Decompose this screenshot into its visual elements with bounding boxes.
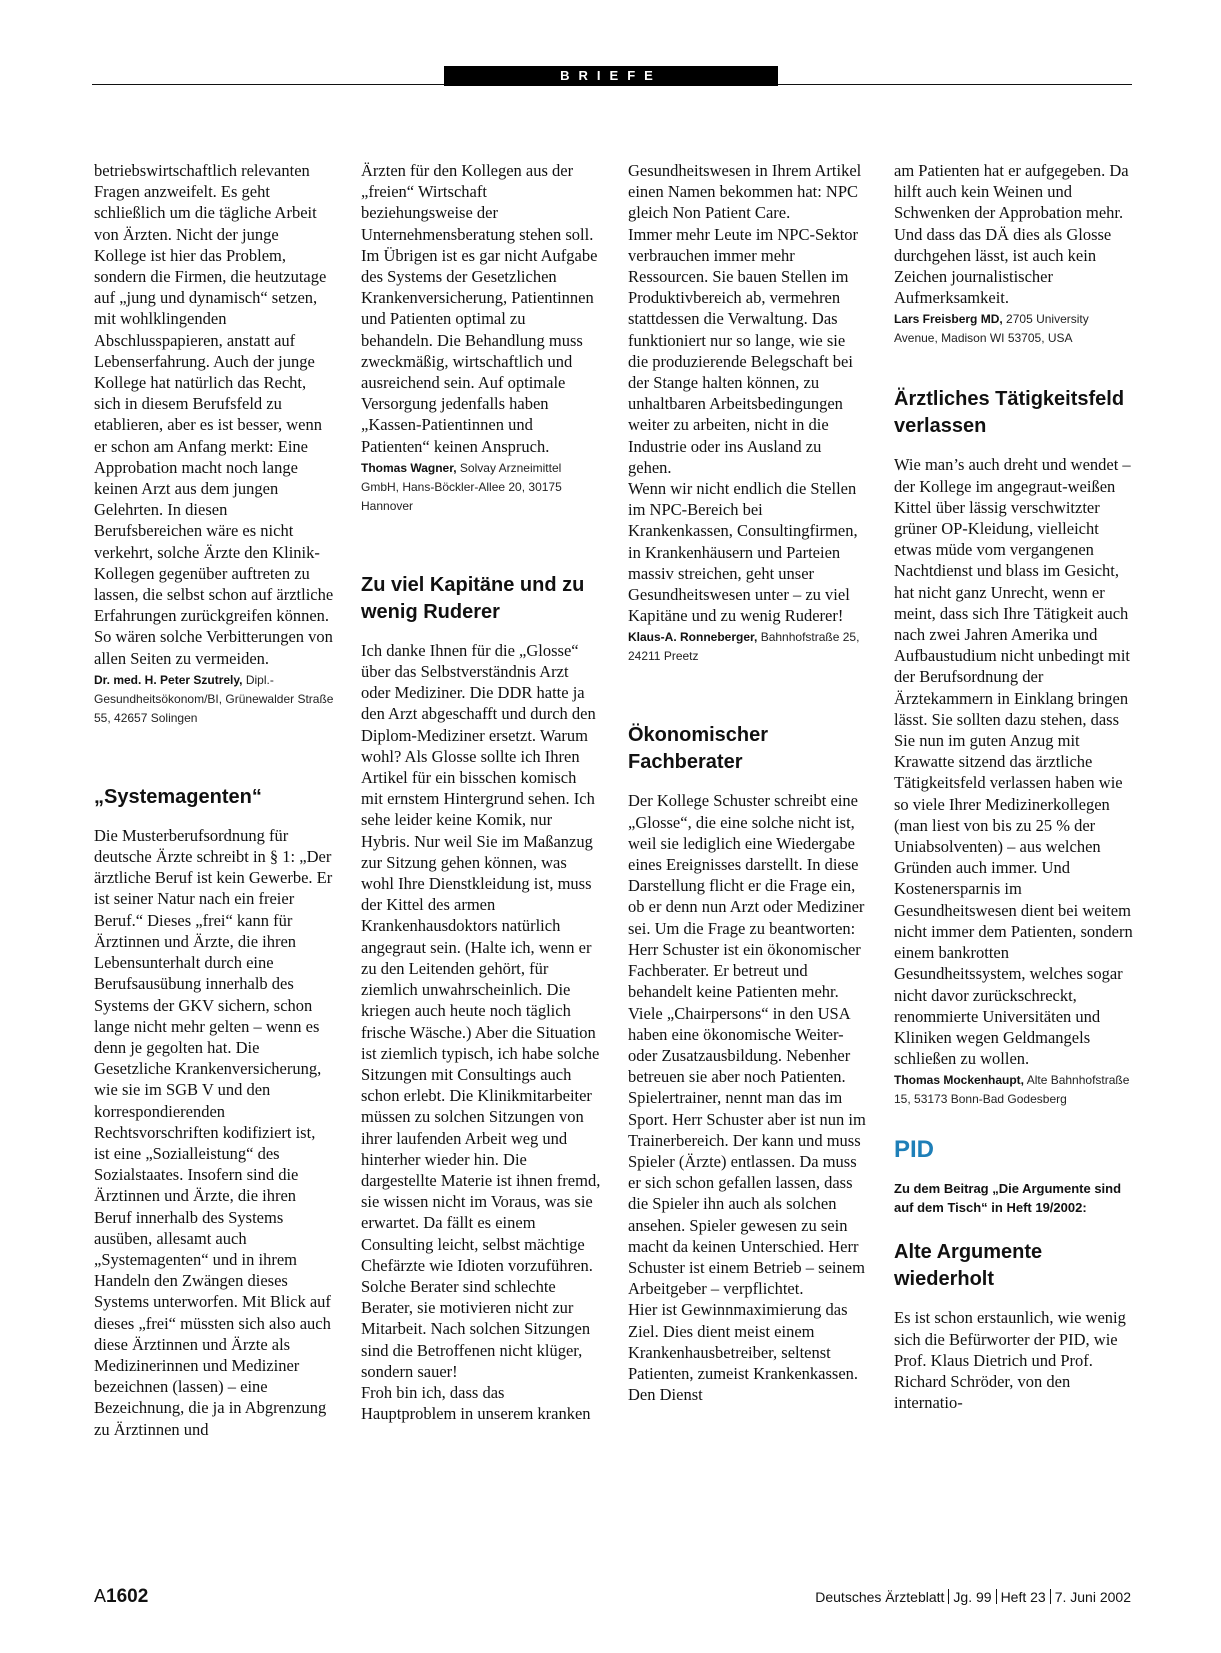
letter-signature (94, 671, 334, 728)
column-3 (628, 160, 868, 1405)
signature-name: Lars Freisberg MD, (894, 312, 1003, 327)
letter-body: Ich danke Ihnen für die „Glosse“ über das Selbstverständnis Arzt oder Mediziner. Die DDR hatte ja den Arzt abgeschafft und durch den Diplom-Mediziner ersetzt. Warum wohl? Als Glosse sollte ich Ihren Artikel für ein bisschen komisch mit ernstem Hintergrund sehen. Ich sehe leider keine Komik, nur Hybris. Nur weil Sie im Maßanzug zur Sitzung gehen können, was wohl Ihre Dienstkleidung ist, muss der Kittel des armen Krankenhausdoktors natürlich angegraut sein. (Halte ich, wenn er zu den Leitenden gehört, für ziemlich unwahrscheinlich. Die kriegen auch heute noch täglich frische Wäsche.) Aber die Situation ist ziemlich typisch, ich habe solche Sitzungen mit Consultings auch schon erlebt. Die Klinikmitarbeiter müssen zu solchen Sitzungen von ihrer laufenden Arbeit weg und hinterher wieder hin. Die dargestellte Materie ist ihnen fremd, sie wissen nicht im Voraus, was sie erwartet. Da fällt es einem Consulting leicht, selbst mächtige Chefärzte wie Idioten vorzuführen. Solche Berater sind schlechte Berater, sie motivieren nicht zur Mitarbeit. Nach solchen Sitzungen sind die Betroffenen nicht klüger, sondern sauer! (361, 640, 601, 1381)
column-1 (94, 160, 334, 1440)
letter-body: Es ist schon erstaunlich, wie wenig sich die Befürworter der PID, wie Prof. Klaus Dietrich und Prof. Richard Schröder, von den internatio- (894, 1308, 1126, 1413)
journal-date: 7. Juni 2002 (1054, 1589, 1131, 1605)
signature-name: Thomas Mockenhaupt, (894, 1073, 1025, 1088)
letter-body: am Patienten hat er aufgegeben. Da hilft auch kein Weinen und Schwenken der Approbation mehr. Und dass das DÄ dies als Glosse durchgehen lässt, ist auch kein Zeichen journalistischer Aufmerksamkeit. (894, 161, 1129, 308)
column-2 (361, 160, 601, 1424)
page-prefix: A (94, 1586, 107, 1606)
letter-body: Wie man’s auch dreht und wendet – der Kollege im angegraut-weißen Kittel über lässig verschwitzter grüner OP-Kleidung, vielleicht etwas müde vom vergangenen Nachtdienst und blass im Gesicht, hat nicht ganz Unrecht, wenn er meint, dass sich Ihre Tätigkeit auch nach zwei Jahren Amerika und Aufbaustudium nicht unbedingt mit der Berufsordnung der Ärztekammern in Einklang bringen lässt. Sie sollten dazu stehen, dass Sie nun im guten Anzug mit Krawatte sitzend das ärztliche Tätigkeitsfeld verlassen haben wie so viele Ihrer Medizinerkollegen (man liest von bis zu 25 % der Uniabsolventen) – aus welchen Gründen auch immer. Und Kostenersparnis im Gesundheitswesen dient bei weitem nicht immer dem Patienten, sondern einem bankrotten Gesundheitssystem, welches sogar nicht davor zurückschreckt, renommierte Universitäten und Kliniken wegen Geldmangels schließen zu wollen. (894, 455, 1133, 1069)
letter-body: Wenn wir nicht endlich die Stellen im NPC-Bereich bei Krankenkassen, Consultingfirmen, in Krankenhäusern und Parteien massiv streichen, geht unser Gesundheitswesen unter – zu viel Kapitäne und zu wenig Ruderer! (628, 479, 858, 626)
letter-body: Ärzten für den Kollegen aus der „freien“ Wirtschaft beziehungsweise der Unternehmensberatung stehen soll. Im Übrigen ist es gar nicht Aufgabe des Systems der Gesetzlichen Krankenversicherung, Patientinnen und Patienten optimal zu behandeln. Die Behandlung muss zweckmäßig, wirtschaftlich und ausreichend sein. Auf optimale Versorgung jedenfalls haben „Kassen-Patientinnen und Patienten“ keinen Anspruch. (361, 161, 598, 456)
signature-address: Dipl.-Gesundheitsökonom/BI, Grünewalder Straße 55, 42657 Solingen (94, 672, 334, 725)
letter-heading: Zu viel Kapitäne und zu wenig Ruderer (361, 573, 585, 623)
signature-name: Klaus-A. Ronneberger, (628, 630, 758, 645)
page-number (94, 1586, 148, 1608)
letter-body: betriebswirtschaftlich relevanten Fragen anzweifelt. Es geht schließlich um die tägliche Arbeit von Ärzten. Nicht der junge Kollege ist hier das Problem, sondern die Firmen, die heutzutage auf „jung und dynamisch“ setzen, mit wohlklingenden Abschlusspapieren, anstatt auf Lebenserfahrung. Auch der junge Kollege hat natürlich das Recht, sich in diesem Berufsfeld zu etablieren, aber es ist besser, wenn er schon am Anfang merkt: Eine Approbation macht noch lange keinen Arzt aus dem jungen Gelehrten. In diesen Berufsbereichen wäre es nicht verkehrt, solche Ärzte den Klinik-Kollegen gegenüber auftreten zu lassen, die selbst schon auf ärztliche Erfahrungen zurückgreifen können. So wären solche Verbitterungen von allen Seiten zu vermeiden. (94, 161, 334, 668)
letter-heading: Ökonomischer Fachberater (628, 724, 769, 774)
letter-body: Froh bin ich, dass das Hauptproblem in unserem kranken (361, 1382, 591, 1424)
signature-name: Thomas Wagner, (361, 460, 457, 475)
section-label: BRIEFE (444, 66, 778, 86)
letter-body: Immer mehr Leute im NPC-Sektor verbrauchen immer mehr Ressourcen. Sie bauen Stellen im Produktivbereich ab, vermehren stattdessen die Verwaltung. Das funktioniert nur so lange, wie sie die produzierende Belegschaft bei der Stange halten können, zu unhaltbaren Arbeitsbedingungen weiter zu arbeiten, nicht in die Industrie oder ins Ausland zu gehen. (628, 224, 859, 477)
letter-signature (894, 310, 1134, 348)
page-number-value: 1602 (106, 1586, 149, 1607)
letter-signature (894, 1071, 1134, 1109)
signature-address: Bahnhofstraße 25, 24211 Preetz (628, 630, 860, 664)
letter-signature (361, 459, 601, 516)
article-reference: Zu dem Beitrag „Die Argumente sind auf dem Tisch“ in Heft 19/2002: (894, 1181, 1122, 1216)
column-4 (894, 160, 1134, 1413)
signature-address: 2705 University Avenue, Madison WI 53705, USA (894, 312, 1089, 346)
letter-heading: Alte Argumente wiederholt (894, 1241, 1043, 1291)
signature-address: Alte Bahnhofstraße 15, 53173 Bonn-Bad Godesberg (894, 1073, 1130, 1107)
letter-heading: „Systemagenten“ (94, 785, 262, 808)
journal-volume: Jg. 99 (953, 1589, 992, 1605)
signature-name: Dr. med. H. Peter Szutrely, (94, 672, 243, 687)
letter-body: Der Kollege Schuster schreibt eine „Glosse“, die eine solche nicht ist, weil sie lediglich eine Wiedergabe eines Ereignisses darstellt. In diese Darstellung flicht er die Frage ein, ob er denn nun Arzt oder Mediziner sei. Um die Frage zu beantworten: Herr Schuster ist ein ökonomischer Fachberater. Er betreut und behandelt keine Patienten mehr. Viele „Chairpersons“ in den USA haben eine ökonomische Weiter- oder Zusatzausbildung. Nebenher betreuen sie aber noch Patienten. Spielertrainer, nennt man das im Sport. Herr Schuster aber ist nun im Trainerbereich. Der kann und muss Spieler (Ärzte) entlassen. Da muss er sich schon gefallen lassen, dass die Spieler ihn auch als solchen ansehen. Spieler gewesen zu sein macht da keinen Unterschied. Herr Schuster ist einem Betrieb – seinem Arbeitgeber – verpflichtet. (628, 791, 866, 1299)
journal-issue: Heft 23 (1000, 1589, 1046, 1605)
letter-body: Hier ist Gewinnmaximierung das Ziel. Dies dient meist einem Krankenhausbetreiber, seltenst Patienten, zumeist Krankenkassen. Den Dienst (628, 1300, 859, 1405)
journal-footer (815, 1589, 1131, 1605)
topic-heading-pid: PID (894, 1136, 935, 1164)
journal-name: Deutsches Ärzteblatt (815, 1589, 945, 1605)
letter-body: Die Musterberufsordnung für deutsche Ärzte schreibt in § 1: „Der ärztliche Beruf ist kein Gewerbe. Er ist seiner Natur nach ein freier Beruf.“ Dieses „frei“ kann für Ärztinnen und Ärzte, die ihren Lebensunterhalt durch eine Berufsausübung innerhalb des Systems der GKV sichern, schon lange nicht mehr gelten – wenn es denn je gegolten hat. Die Gesetzliche Krankenversicherung, wie sie im SGB V und den korrespondierenden Rechtsvorschriften kodifiziert ist, ist eine „Sozialleistung“ des Sozialstaates. Insofern sind die Ärztinnen und Ärzte, die ihren Beruf innerhalb des Systems ausüben, allesamt auch „Systemagenten“ und in ihrem Handeln den Zwängen dieses Systems unterworfen. Mit Blick auf dieses „frei“ müssten sich also auch diese Ärztinnen und Ärzte als Medizinerinnen und Mediziner bezeichnen (lassen) – eine Bezeichnung, die ja in Abgrenzung zu Ärztinnen und (94, 825, 333, 1439)
letter-body: Gesundheitswesen in Ihrem Artikel einen Namen bekommen hat: NPC gleich Non Patient Care. (628, 161, 862, 223)
signature-address: Solvay Arzneimittel GmbH, Hans-Böckler-Allee 20, 30175 Hannover (361, 460, 562, 513)
letter-signature (628, 628, 868, 666)
letter-heading: Ärztliches Tätigkeitsfeld verlassen (894, 388, 1125, 438)
